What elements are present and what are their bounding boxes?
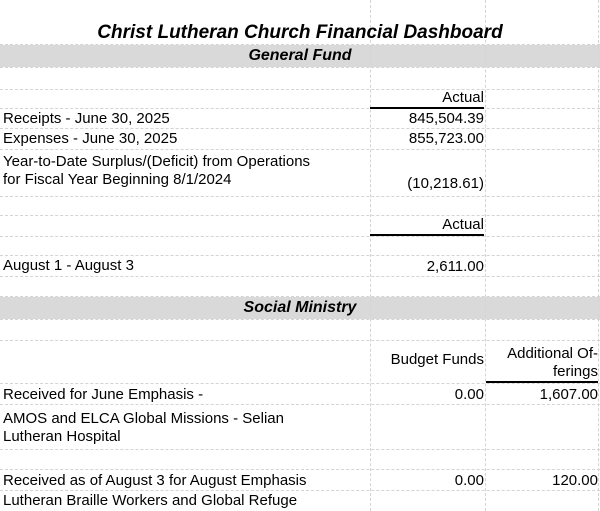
gridline	[0, 149, 600, 150]
june-budget-value: 0.00	[454, 386, 484, 403]
expenses-value: 855,723.00	[408, 130, 484, 147]
gridline	[0, 319, 600, 320]
gridline	[0, 404, 600, 405]
gridline	[0, 296, 600, 297]
gridline	[0, 108, 600, 109]
ytd-label-line2: for Fiscal Year Beginning 8/1/2024	[3, 171, 232, 188]
gridline	[0, 255, 600, 256]
gridline	[0, 449, 600, 450]
expenses-label: Expenses - June 30, 2025	[3, 130, 178, 147]
gridline	[0, 128, 600, 129]
ytd-label-line1: Year-to-Date Surplus/(Deficit) from Operations	[3, 153, 311, 170]
ytd-value: (10,218.61)	[407, 175, 484, 192]
additional-offerings-header-line1: Additional Of-	[507, 345, 598, 362]
social-ministry-heading: Social Ministry	[243, 299, 357, 316]
august-budget-value: 0.00	[454, 472, 484, 489]
august-value: 2,611.00	[426, 258, 484, 275]
june-emphasis-label: Received for June Emphasis -	[3, 386, 204, 403]
actual-column-header: Actual	[370, 89, 484, 109]
gridline	[0, 67, 600, 68]
general-fund-heading: General Fund	[248, 47, 352, 64]
gridline	[0, 215, 600, 216]
receipts-value: 845,504.39	[408, 110, 484, 127]
gridline	[0, 340, 600, 341]
budget-funds-header: Budget Funds	[390, 351, 484, 368]
gridline	[0, 236, 600, 237]
gridline	[0, 276, 600, 277]
august-label: August 1 - August 3	[3, 257, 134, 274]
page-title: Christ Lutheran Church Financial Dashboard	[97, 22, 503, 43]
gridline	[0, 469, 600, 470]
august-description-line1: Lutheran Braille Workers and Global Refuge	[3, 492, 298, 509]
gridline	[0, 196, 600, 197]
gridline	[0, 490, 600, 491]
gridline	[0, 383, 600, 384]
august-emphasis-label: Received as of August 3 for August Emphasis	[3, 472, 307, 489]
june-description-line1: AMOS and ELCA Global Missions - Selian	[3, 410, 284, 427]
gridline	[0, 89, 600, 90]
additional-offerings-header-line2: ferings	[486, 363, 598, 383]
receipts-label: Receipts - June 30, 2025	[3, 110, 170, 127]
june-description-line2: Lutheran Hospital	[3, 428, 121, 445]
august-additional-value: 120.00	[552, 472, 598, 489]
actual-column-header-2: Actual	[370, 216, 484, 236]
june-additional-value: 1,607.00	[539, 386, 598, 403]
